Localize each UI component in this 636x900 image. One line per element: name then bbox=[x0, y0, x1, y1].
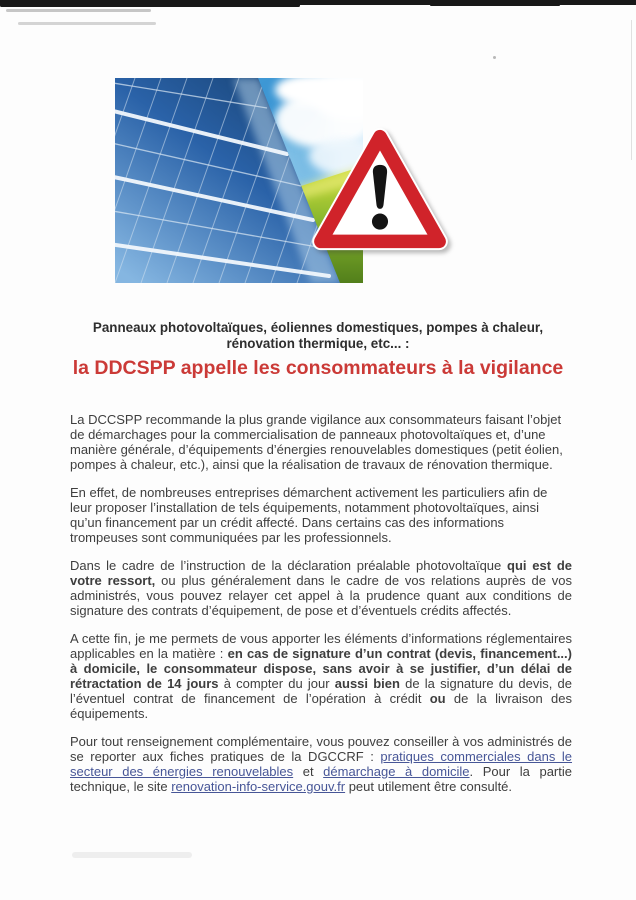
text-segment: Dans le cadre de l’instruction de la déclaration préalable photovoltaïque bbox=[70, 558, 508, 573]
scan-artifact-blob bbox=[0, 4, 300, 7]
text-segment: ou plus généralement dans le cadre de vos relations auprès de vos administrés, vous pouvez relayer cet appel à la prudence quant aux conditions de signature des contrats d’équipement, de pose et d’éventuels crédits affectés. bbox=[70, 573, 572, 618]
text-segment: de la livraison des équipements. bbox=[70, 691, 573, 721]
hero-image-group bbox=[115, 78, 455, 288]
text-segment: En effet, de nombreuses entreprises démarchent activement les particuliers afin de leur proposer l’installation de tels équipements, notamment photovoltaïques, ainsi qu’un financement par un crédit affecté. Dans certains cas des informations trompeuses sont communiquées par les professionnels. bbox=[70, 485, 548, 545]
heading-line-1: Panneaux photovoltaïques, éoliennes domestiques, pompes à chaleur, bbox=[92, 320, 544, 335]
paragraph bbox=[70, 558, 572, 618]
text-segment: . Pour la partie technique, le site bbox=[70, 764, 572, 794]
heading-line-2: rénovation thermique, etc... : bbox=[226, 336, 410, 351]
bold-text: ou bbox=[429, 691, 446, 706]
link-demarchage-a-domicile[interactable]: démarchage à domicile bbox=[323, 764, 470, 779]
paragraph bbox=[70, 631, 572, 721]
text-segment: de la signature du devis, de l’éventuel contrat de financement de l’opération à crédit bbox=[70, 676, 573, 706]
scan-artifact-edge-line bbox=[631, 20, 632, 160]
link-renovation-info-service[interactable]: renovation-info-service.gouv.fr bbox=[171, 779, 346, 794]
bold-text: qui est de votre ressort, bbox=[70, 558, 572, 588]
paragraph bbox=[70, 412, 572, 472]
alert-heading: la DDCSPP appelle les consommateurs à la vigilance bbox=[72, 357, 564, 379]
bold-text: en cas de signature d’un contrat (devis, financement...) à domicile, le consommateur dispose, sans avoir à se justifier, d’un délai de rétractation de 14 jours bbox=[70, 646, 572, 691]
warning-triangle-icon bbox=[311, 128, 449, 254]
paragraph bbox=[70, 485, 572, 545]
scan-artifact-speck bbox=[493, 56, 496, 59]
paragraph bbox=[70, 734, 572, 794]
heading-block bbox=[0, 320, 636, 380]
text-segment: A cette fin, je me permets de vous apporter les éléments d’informations réglementaires applicables en la matière : bbox=[70, 631, 572, 661]
text-segment: La DCCSPP recommande la plus grande vigilance aux consommateurs faisant l’objet de démarchages pour la commercialisation de panneaux photovoltaïques et, d’une manière générale, d’équipements d’énergies renouvelables domestiques (petit éolien, pompes à chaleur, etc.), ainsi que la réalisation de travaux de rénovation thermique. bbox=[70, 412, 563, 472]
scan-artifact-blob bbox=[430, 4, 560, 6]
scan-artifact-streak bbox=[6, 9, 151, 12]
text-segment: Pour tout renseignement complémentaire, vous pouvez conseiller à vos administrés de se reporter aux fiches pratiques de la DGCCRF : bbox=[70, 734, 572, 764]
bold-text: aussi bien bbox=[334, 676, 400, 691]
link-dgccrf-pratiques-commerciales[interactable]: pratiques commerciales dans le secteur des énergies renouvelables bbox=[70, 749, 573, 779]
text-segment: peut utilement être consulté. bbox=[345, 779, 513, 794]
scan-artifact-streak bbox=[18, 22, 156, 25]
body-paragraphs bbox=[70, 412, 572, 807]
text-segment: à compter du jour bbox=[218, 676, 335, 691]
scan-artifact-smudge bbox=[72, 852, 192, 858]
text-segment: et bbox=[293, 764, 324, 779]
